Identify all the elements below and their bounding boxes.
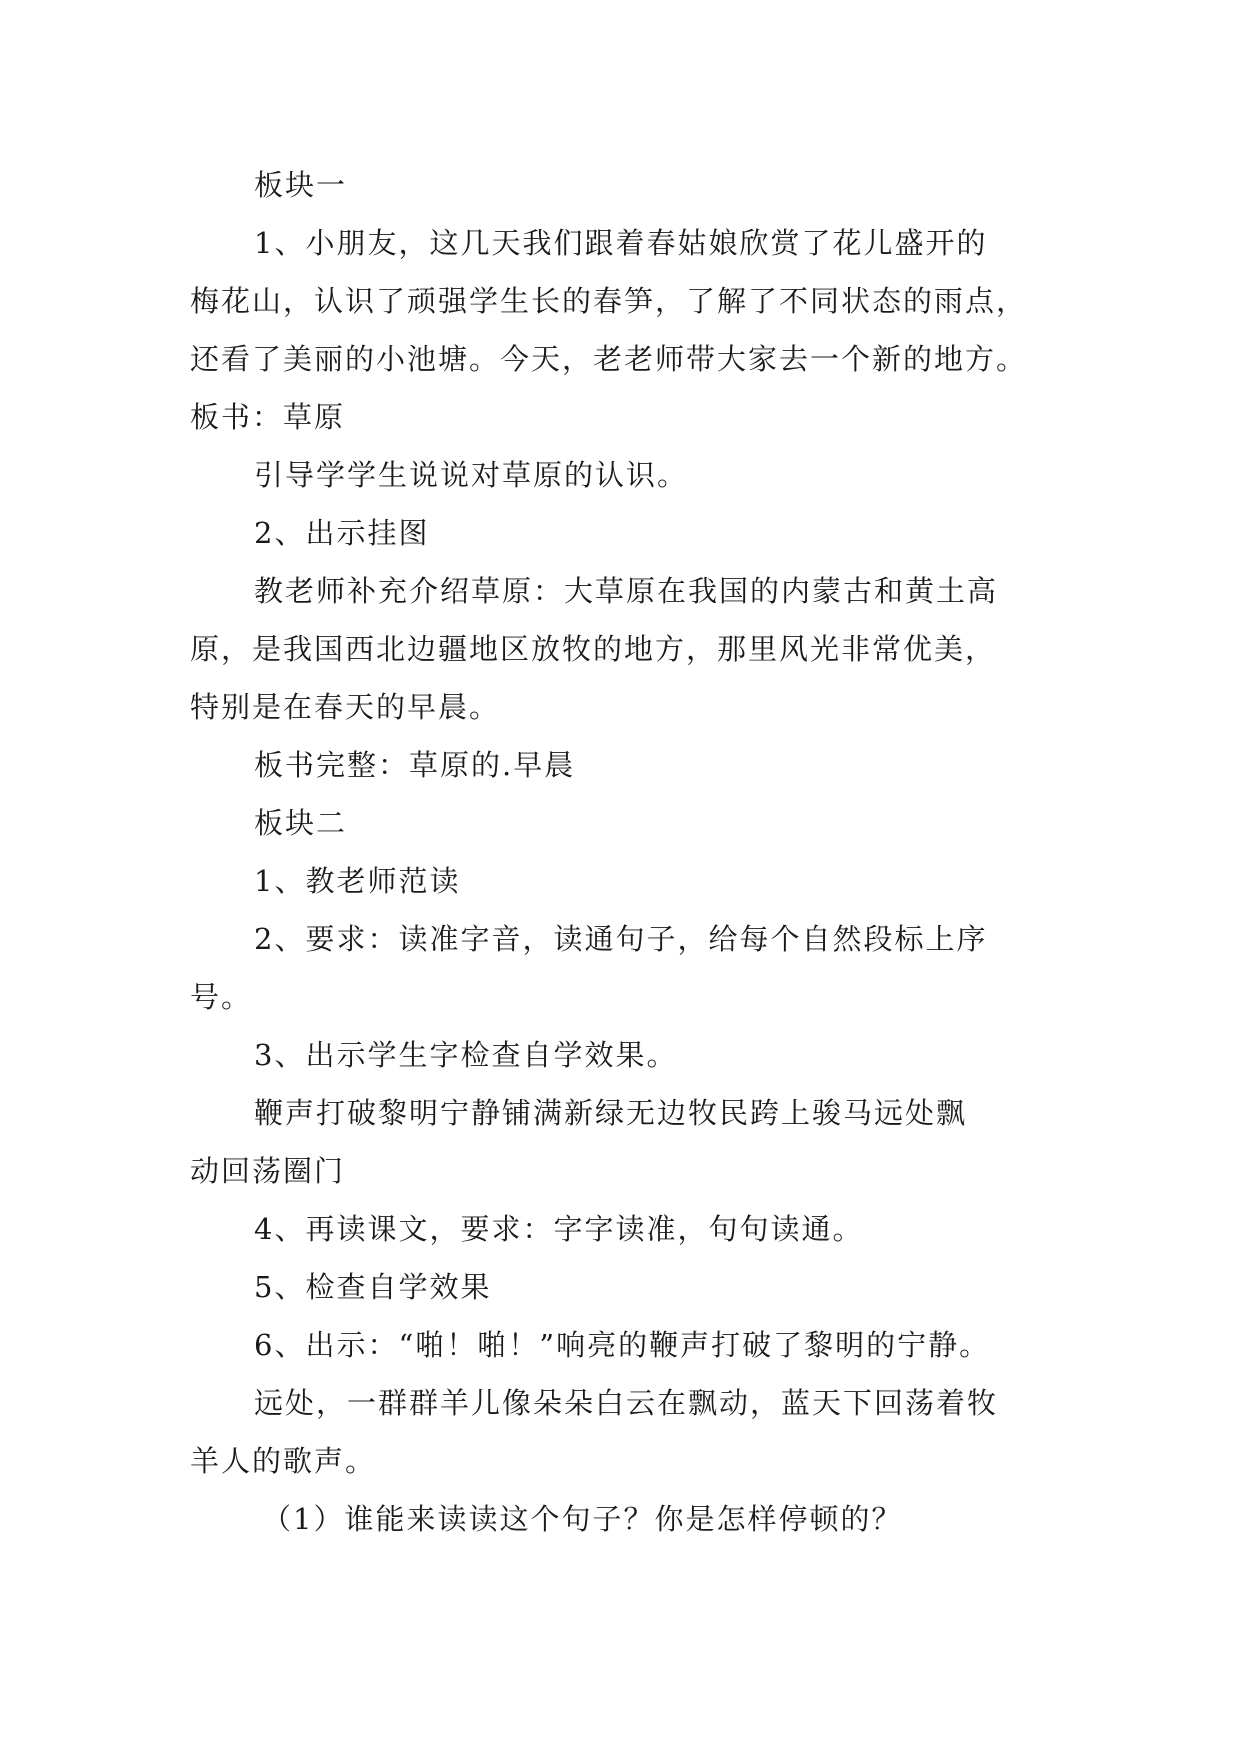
paragraph-line: 鞭声打破黎明宁静铺满新绿无边牧民跨上骏马远处飘 <box>254 1096 968 1130</box>
paragraph-line: 动回荡圈门 <box>190 1154 346 1188</box>
paragraph-line: 特别是在春天的早晨。 <box>190 690 501 724</box>
section-heading: 板块一 <box>254 168 348 202</box>
paragraph-line: 教老师补充介绍草原：大草原在我国的内蒙古和黄土高 <box>254 574 999 608</box>
paragraph-line: 4、再读课文，要求：字字读准，句句读通。 <box>254 1212 864 1246</box>
section-heading: 板块二 <box>254 806 348 840</box>
paragraph-line: 2、出示挂图 <box>254 516 430 550</box>
paragraph-line: 还看了美丽的小池塘。今天，老老师带大家去一个新的地方。 <box>190 342 1028 376</box>
paragraph-line: 板书：草原 <box>190 400 346 434</box>
paragraph-line: 2、要求：读准字音，读通句子，给每个自然段标上序 <box>254 922 988 956</box>
paragraph-line: 3、出示学生字检查自学效果。 <box>254 1038 678 1072</box>
paragraph-line: 远处，一群群羊儿像朵朵白云在飘动，蓝天下回荡着牧 <box>254 1386 999 1420</box>
document-body <box>190 156 1050 1548</box>
paragraph-line: 梅花山，认识了顽强学生长的春笋，了解了不同状态的雨点， <box>190 284 1028 318</box>
paragraph-line: 1、小朋友，这几天我们跟着春姑娘欣赏了花儿盛开的 <box>254 226 988 260</box>
paragraph-line: 原，是我国西北边疆地区放牧的地方，那里风光非常优美， <box>190 632 997 666</box>
paragraph-line: 号。 <box>190 980 253 1014</box>
paragraph-line: 板书完整：草原的.早晨 <box>254 748 576 782</box>
paragraph-line: 羊人的歌声。 <box>190 1444 377 1478</box>
paragraph-line: 5、检查自学效果 <box>254 1270 492 1304</box>
paragraph-line: 1、教老师范读 <box>254 864 461 898</box>
paragraph-line: 6、出示：“啪！啪！”响亮的鞭声打破了黎明的宁静。 <box>254 1328 991 1362</box>
paragraph-line: 引导学学生说说对草原的认识。 <box>254 458 689 492</box>
question-line: （1）谁能来读读这个句子？你是怎样停顿的？ <box>262 1502 903 1536</box>
